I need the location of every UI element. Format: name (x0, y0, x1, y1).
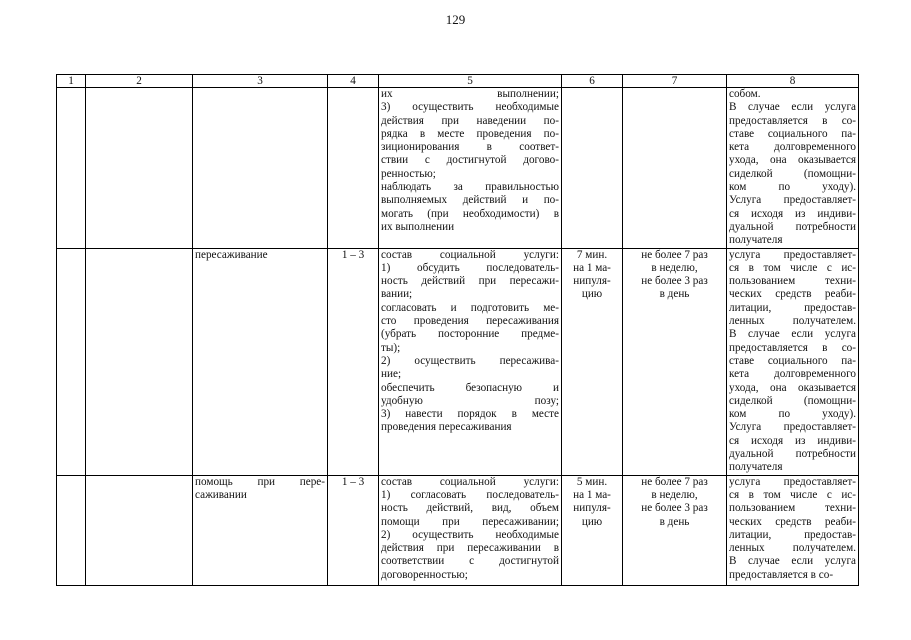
cell-text-line: ты); (381, 341, 401, 354)
cell-text-line: получателя (729, 234, 783, 247)
cell-text-line: получателя (729, 461, 783, 474)
cell-text-line: в день (659, 515, 690, 528)
cell-text-line: наблюдать за правильностью (381, 181, 559, 194)
cell-text-line: собом. (729, 88, 761, 100)
cell-text-line: вании; (381, 288, 413, 301)
service-group-cell (86, 475, 193, 585)
cell-text-line: ставе социального па- (729, 354, 856, 367)
cell-text-line: 3) осуществить необходимые (381, 101, 559, 114)
cell-text-line: пользованием техни- (729, 275, 856, 288)
cell-text-line: договоренностью; (381, 568, 468, 581)
cell-text-line: нипуля- (573, 275, 611, 288)
row-number-cell (57, 248, 86, 475)
cell-text-line: ние; (381, 368, 402, 381)
description-cell (379, 88, 562, 249)
cell-text-line: ческих средств реаби- (729, 288, 856, 301)
cell-text-line: не более 7 раз (641, 475, 708, 488)
duration-cell (562, 475, 623, 585)
cell-text-line: состав социальной услуги: (381, 248, 559, 261)
cell-text-line: в день (659, 288, 690, 301)
cell-text-line: ком по уходу). (729, 408, 856, 421)
page-number: 129 (445, 12, 466, 27)
cell-text-line: 3) навести порядок в месте (381, 408, 559, 421)
cell-text-line: состав социальной услуги: (381, 475, 559, 488)
cell-text-line: в неделю, (651, 261, 698, 274)
duration-cell (562, 248, 623, 475)
cell-text-line: (убрать посторонние предме- (381, 328, 559, 341)
cell-text-line: предоставляется в со- (729, 341, 856, 354)
cell-text-line: могать (при необходимости) в (381, 207, 559, 220)
cell-text-line: действия при пересаживании в (381, 542, 559, 555)
cell-text-line: ухода, она оказывается (729, 154, 856, 167)
cell-text-line: ухода, она оказывается (729, 381, 856, 394)
service-group-cell (86, 248, 193, 475)
cell-text-line: на 1 ма- (573, 261, 611, 274)
service-group-cell (86, 88, 193, 249)
cell-text-line: ленных получателем. (729, 315, 856, 328)
cell-text-line: дуальной потребности (729, 448, 856, 461)
frequency-cell (623, 88, 727, 249)
cell-text-line: не более 7 раз (641, 248, 708, 261)
count-cell (328, 88, 379, 249)
cell-text-line: не более 3 раз (641, 502, 708, 515)
service-name-cell (193, 475, 328, 585)
row-number-cell (57, 475, 86, 585)
cell-text-line: сиделкой (помощни- (729, 167, 856, 180)
cell-text-line: услуга предоставляет- (729, 475, 856, 488)
header-cell-6: 6 (562, 75, 623, 88)
cell-text-line: В случае если услуга (729, 101, 856, 114)
cell-text-line: литации, предостав- (729, 301, 856, 314)
cell-text-line: сто проведения пересаживания (381, 315, 559, 328)
cell-text-line: 7 мин. (576, 248, 608, 261)
table-row (57, 248, 859, 475)
cell-text-line: саживании (195, 488, 247, 501)
service-name-cell (193, 248, 328, 475)
header-cell-8: 8 (727, 75, 859, 88)
cell-text-line: действия при наведении по- (381, 114, 559, 127)
cell-text-line: ся в том числе с ис- (729, 261, 856, 274)
cell-text-line: дуальной потребности (729, 220, 856, 233)
cell-text-line: предоставляется в со- (729, 568, 834, 581)
cell-text-line: Услуга предоставляет- (729, 421, 856, 434)
cell-text-line: цию (581, 288, 603, 301)
cell-text-line: нипуля- (573, 502, 611, 515)
cell-text-line: ся исходя из индиви- (729, 207, 856, 220)
cell-text-line: ность действий при пересажи- (381, 275, 559, 288)
cell-text-line: 1) обсудить последователь- (381, 261, 559, 274)
cell-text-line: на 1 ма- (573, 488, 611, 501)
cell-text-line: 5 мин. (576, 475, 608, 488)
cell-text-line: ленных получателем. (729, 542, 856, 555)
cell-text-line: услуга предоставляет- (729, 248, 856, 261)
cell-text-line: ренностью; (381, 167, 436, 180)
service-name-cell (193, 88, 328, 249)
cell-text-line: ся исходя из индиви- (729, 434, 856, 447)
cell-text-line: не более 3 раз (641, 275, 708, 288)
header-cell-1: 1 (57, 75, 86, 88)
notes-cell (727, 248, 859, 475)
cell-text-line: их выполнении; (381, 88, 559, 100)
cell-text-line: ставе социального па- (729, 127, 856, 140)
cell-text-line: пересаживание (195, 248, 268, 261)
cell-text-line: рядка в месте проведения по- (381, 127, 559, 140)
cell-text-line: 1) согласовать последователь- (381, 488, 559, 501)
cell-text-line: кета долговременного (729, 141, 856, 154)
cell-text-line: зиционирования в соответ- (381, 141, 559, 154)
cell-text-line: цию (581, 515, 603, 528)
frequency-cell (623, 475, 727, 585)
cell-text-line: в неделю, (651, 488, 698, 501)
header-cell-3: 3 (193, 75, 328, 88)
header-cell-4: 4 (328, 75, 379, 88)
cell-text-line: ческих средств реаби- (729, 515, 856, 528)
cell-text-line: литации, предостав- (729, 528, 856, 541)
table-row (57, 475, 859, 585)
cell-text-line: ком по уходу). (729, 181, 856, 194)
cell-text-line: выполняемых действий и по- (381, 194, 559, 207)
description-cell (379, 248, 562, 475)
header-cell-5: 5 (379, 75, 562, 88)
cell-text-line: ствии с достигнутой догово- (381, 154, 559, 167)
cell-text-line: помощь при пере- (195, 475, 325, 488)
cell-text-line: Услуга предоставляет- (729, 194, 856, 207)
cell-text-line: проведения пересаживания (381, 421, 512, 434)
cell-text-line: согласовать и подготовить ме- (381, 301, 559, 314)
cell-text-line: 2) осуществить пересажива- (381, 354, 559, 367)
cell-text-line: предоставляется в со- (729, 114, 856, 127)
row-number-cell (57, 88, 86, 249)
cell-text-line: сиделкой (помощни- (729, 394, 856, 407)
duration-cell (562, 88, 623, 249)
cell-text-line: В случае если услуга (729, 555, 856, 568)
frequency-cell (623, 248, 727, 475)
cell-text-line: ность действий, вид, объем (381, 502, 559, 515)
cell-text-line: пользованием техни- (729, 502, 856, 515)
cell-text-line: помощи при пересаживании; (381, 515, 559, 528)
cell-text-line: удобную позу; (381, 394, 559, 407)
description-cell (379, 475, 562, 585)
cell-text-line: соответствии с достигнутой (381, 555, 559, 568)
header-cell-7: 7 (623, 75, 727, 88)
services-table (56, 74, 859, 586)
cell-text-line: В случае если услуга (729, 328, 856, 341)
header-cell-2: 2 (86, 75, 193, 88)
notes-cell (727, 475, 859, 585)
cell-text-line: обеспечить безопасную и (381, 381, 559, 394)
table-row (57, 88, 859, 249)
cell-text-line: ся в том числе с ис- (729, 488, 856, 501)
count-cell: 1 – 3 (328, 475, 379, 585)
notes-cell (727, 88, 859, 249)
cell-text-line: 2) осуществить необходимые (381, 528, 559, 541)
cell-text-line: их выполнении (381, 220, 455, 233)
count-cell: 1 – 3 (328, 248, 379, 475)
header-row (57, 75, 859, 88)
cell-text-line: кета долговременного (729, 368, 856, 381)
